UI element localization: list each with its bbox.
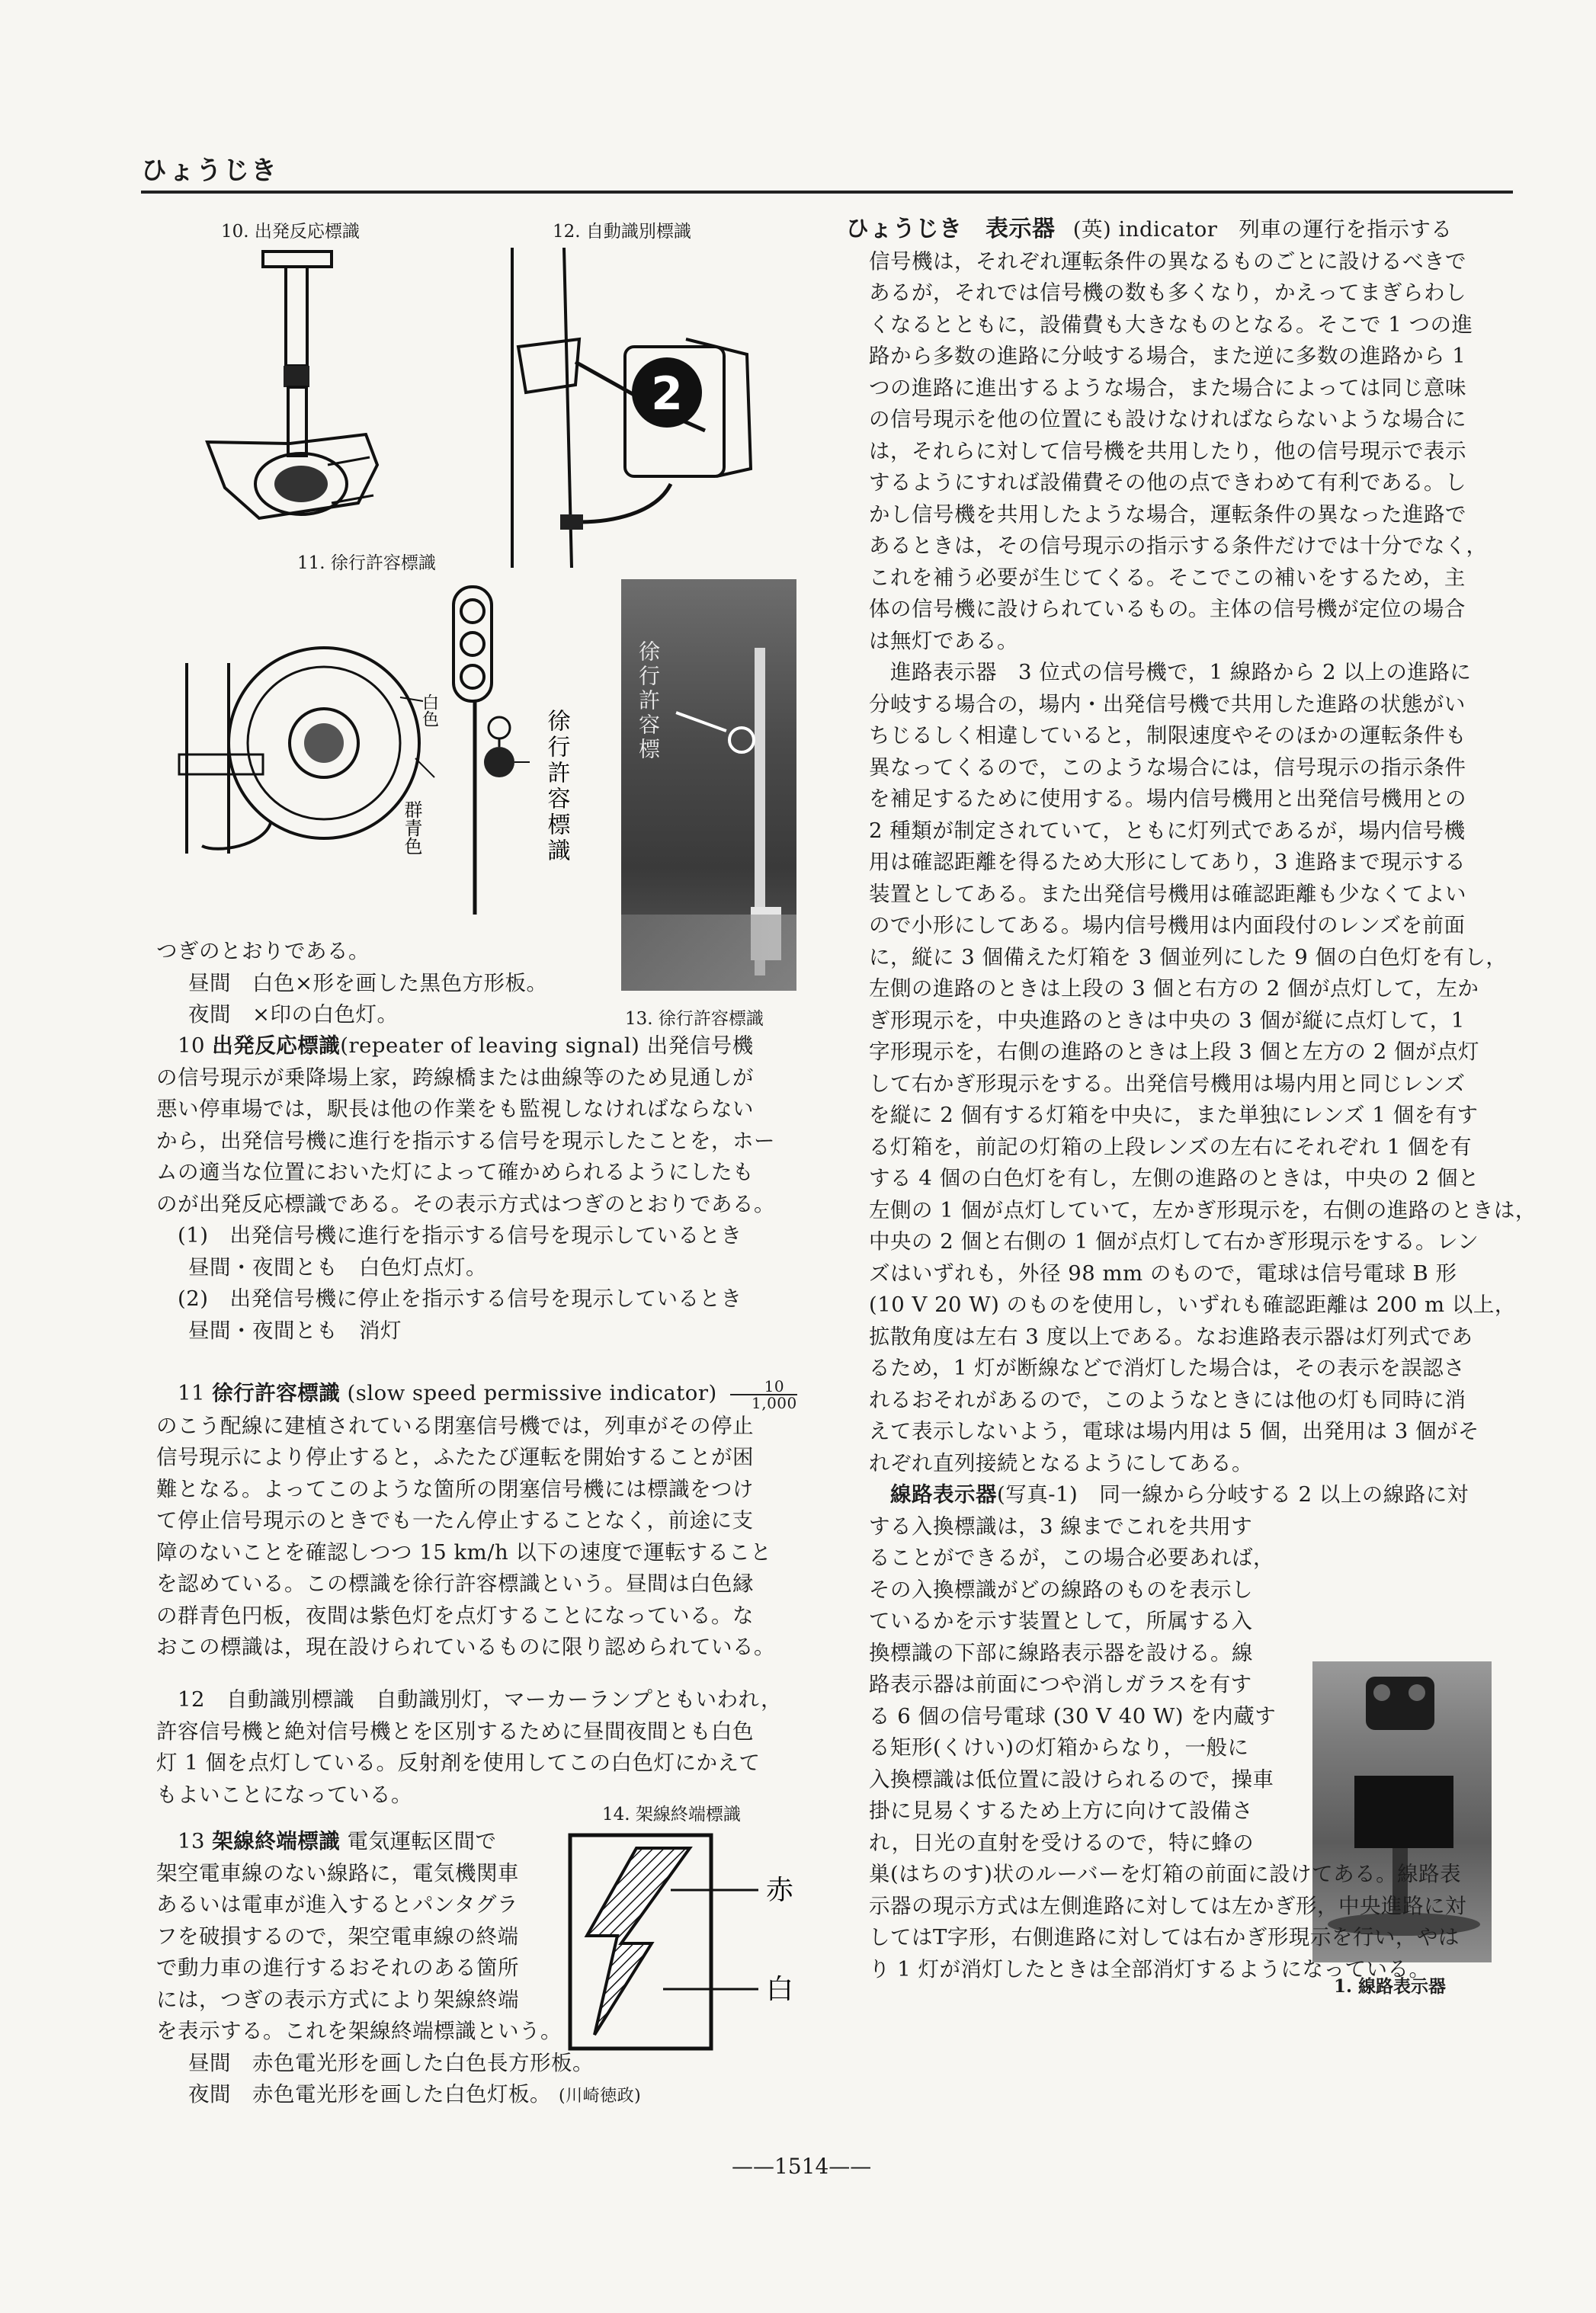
line-indicator-line: 巣(はちのす)状のルーバーを灯箱の前面に設けてある。線路表 bbox=[869, 1862, 1462, 1886]
section-11-line: 難となる。よってこのような箇所の閉塞信号機には標識をつけ bbox=[156, 1476, 754, 1501]
fig14-red-label: 赤 bbox=[766, 1875, 794, 1906]
line-indicator-line: してはT字形，右側進路に対しては右かぎ形現示を行い，やは bbox=[869, 1925, 1460, 1949]
section-10-line: の信号現示が乗降場上家，跨線橋または曲線等のため見通しが bbox=[156, 1065, 754, 1090]
section-11-term: 徐行許容標識 bbox=[212, 1381, 341, 1405]
section-10-english: (repeater of leaving signal) 出発信号機 bbox=[340, 1033, 754, 1058]
fig10-caption: 10. 出発反応標識 bbox=[221, 222, 360, 242]
route-indicator-line: を補足するために使用する。場内信号機用と出発信号機用との bbox=[869, 786, 1466, 811]
left-text-top bbox=[156, 936, 812, 1031]
line-indicator-line: 示器の現示方式は左側進路に対しては左かぎ形，中央進路に対 bbox=[869, 1893, 1466, 1918]
intro-line: 信号機は，それぞれ運転条件の異なるものごとに設けるべきで bbox=[869, 248, 1466, 274]
line-indicator-line: る矩形(くけい)の灯箱からなり，一般に bbox=[869, 1735, 1249, 1760]
page-number: ——1514—— bbox=[732, 2154, 872, 2179]
section-11-gradient-fraction bbox=[730, 1376, 797, 1412]
section-12-line: 灯 1 個を点灯している。反射剤を使用してこの白色灯にかえて bbox=[156, 1751, 761, 1775]
running-header: ひょうじき bbox=[141, 155, 278, 186]
section-13-line: あるいは電車が進入するとパンタグラ bbox=[156, 1892, 518, 1917]
route-indicator-line: 2 種類が制定されていて，ともに灯列式であるが，場内信号機 bbox=[869, 818, 1466, 843]
route-indicator-line: 進路表示器 3 位式の信号機で，1 線路から 2 以上の進路に bbox=[890, 660, 1472, 684]
entry-hyoujiki bbox=[846, 213, 1537, 1985]
section-13-author: (川崎徳政) bbox=[559, 2087, 642, 2106]
intro-line: は，それらに対して信号機を共用したり，他の信号現示で表示 bbox=[869, 438, 1466, 463]
fig11-cont-line: つぎのとおりである。 bbox=[156, 939, 370, 963]
section-11-number: 11 bbox=[178, 1381, 205, 1405]
section-13-day: 昼間 赤色電光形を画した白色長方形板。 bbox=[188, 2050, 594, 2075]
route-indicator-line: する 4 個の白色灯を有し，左側の進路のときは，中央の 2 個と bbox=[869, 1166, 1479, 1190]
line-indicator-head-rest: (写真-1) 同一線から分岐する 2 以上の線路に対 bbox=[997, 1482, 1469, 1507]
intro-line: 路から多数の進路に分岐する場合，また逆に多数の進路から 1 bbox=[869, 344, 1466, 368]
section-13-night: 夜間 赤色電光形を画した白色灯板。 bbox=[188, 2082, 551, 2106]
route-indicator-line: して右かぎ形現示をする。出発信号機用は場内用と同じレンズ bbox=[869, 1071, 1466, 1096]
fig14-caption: 14. 架線終端標識 bbox=[602, 1805, 741, 1824]
route-indicator-line: 左側の進路のときは上段の 3 個と右方の 2 個が点灯して，左か bbox=[869, 976, 1479, 1001]
route-indicator-line: 左側の 1 個が点灯していて，左かぎ形現示を，右側の進路のときは， bbox=[869, 1197, 1537, 1222]
fig11-green-label: 群青色 bbox=[401, 800, 422, 855]
fig14-white-label: 白 bbox=[766, 1974, 794, 2005]
route-indicator-line: えて表示しないよう，電球は場内用は 5 個，出発用は 3 個がそ bbox=[869, 1419, 1479, 1443]
section-11-english: (slow speed permissive indicator) bbox=[347, 1381, 717, 1405]
line-indicator-line: 路表示器は前面につや消しガラスを有す bbox=[869, 1672, 1252, 1696]
section-10-item: (2) 出発信号機に停止を指示する信号を現示しているとき bbox=[178, 1286, 742, 1311]
section-11 bbox=[156, 1378, 812, 1664]
route-indicator-line: 字形現示を，右側の進路のときは上段 3 個と左方の 2 個が点灯 bbox=[869, 1040, 1479, 1064]
line-indicator-line: その入換標識がどの線路のものを表示し bbox=[869, 1577, 1253, 1602]
section-11-line: 信号現示により停止すると，ふたたび運転を開始することが困 bbox=[156, 1445, 754, 1469]
section-11-line: 障のないことを確認しつつ 15 km/h 以下の速度で運転すること bbox=[156, 1539, 772, 1565]
intro-line: つの進路に進出するような場合，また場合によっては同じ意味 bbox=[869, 375, 1466, 400]
section-12-line: 許容信号機と絶対信号機とを区別するために昼間夜間とも白色 bbox=[156, 1719, 754, 1744]
section-13-line: で動力車の進行するおそれのある箇所 bbox=[156, 1956, 519, 1980]
section-11-line: を認めている。この標識を徐行許容標識という。昼間は白色縁 bbox=[156, 1571, 754, 1596]
line-indicator-line: する入換標識は，3 線までこれを共用す bbox=[869, 1514, 1253, 1539]
intro-line: 体の信号機に設けられているもの。主体の信号機が定位の場合 bbox=[869, 597, 1466, 621]
route-indicator-line: 装置としてある。また出発信号機用は確認距離も少なくてよい bbox=[869, 881, 1466, 906]
intro-line: は無灯である。 bbox=[869, 628, 1018, 653]
section-13-head-rest: 電気運転区間で bbox=[347, 1829, 497, 1853]
route-indicator-line: ちじるしく相違していると，制限速度やそのほかの運転条件も bbox=[869, 723, 1466, 748]
section-10-item: 昼間・夜間とも 白色灯点灯。 bbox=[188, 1254, 487, 1280]
line-indicator-line: 掛に見易くするため上方に向けて設備さ bbox=[869, 1799, 1253, 1823]
intro-line: かし信号機を共用したような場合，運転条件の異なった進路で bbox=[869, 501, 1466, 527]
line-indicator-line: 入換標識は低位置に設けられるので，操車 bbox=[869, 1767, 1274, 1792]
section-10-line: ムの適当な位置においた灯によって確かめられるようにしたも bbox=[156, 1160, 754, 1184]
fig12-caption: 12. 自動識別標識 bbox=[553, 222, 691, 242]
line-indicator-term: 線路表示器 bbox=[890, 1482, 997, 1507]
line-indicator-line: ることができるが，この場合必要あれば， bbox=[869, 1546, 1274, 1570]
intro-line: あるときは，その信号現示の指示する条件だけでは十分でなく， bbox=[869, 533, 1488, 558]
section-11-line: て停止信号現示のときでも一たん停止することなく，前途に支 bbox=[156, 1508, 754, 1533]
route-indicator-line: れぞれ直列接続となるようにしてある。 bbox=[869, 1450, 1253, 1475]
fig10-illustration bbox=[198, 244, 396, 533]
route-indicator-line: 用は確認距離を得るため大形にしてあり，3 進路まで現示する bbox=[869, 850, 1466, 874]
section-10-number: 10 bbox=[178, 1033, 205, 1058]
fig11-caption: 11. 徐行許容標識 bbox=[297, 553, 436, 573]
route-indicator-line: 拡散角度は左右 3 度以上である。なお進路表示器は灯列式であ bbox=[869, 1324, 1473, 1349]
section-13-term: 架線終端標識 bbox=[212, 1829, 341, 1853]
intro-line: の信号現示を他の位置にも設けなければならないような場合に bbox=[869, 407, 1466, 431]
section-12-line: もよいことになっている。 bbox=[156, 1782, 412, 1807]
fig13-caption: 13. 徐行許容標識 bbox=[625, 1009, 764, 1029]
route-indicator-line: る灯箱を，前記の灯箱の上段レンズの左右にそれぞれ 1 個を有 bbox=[869, 1134, 1472, 1159]
section-11-line: おこの標識は，現在設けられているものに限り認められている。 bbox=[156, 1635, 775, 1659]
intro-line: するようにすれば設備費その他の点できわめて有利である。し bbox=[869, 470, 1466, 495]
section-12 bbox=[156, 1684, 812, 1811]
section-13-line: には，つぎの表示方式により架線終端 bbox=[156, 1987, 519, 2012]
route-indicator-line: 中央の 2 個と右側の 1 個が点灯して右かぎ形現示をする。レン bbox=[869, 1229, 1479, 1254]
section-10-line: のが出発反応標識である。その表示方式はつぎのとおりである。 bbox=[156, 1191, 775, 1216]
section-11-line: のこう配線に建植されている閉塞信号機では，列車がその停止 bbox=[156, 1413, 754, 1438]
route-indicator-line: るため，1 灯が断線などで消灯した場合は，その表示を誤認さ bbox=[869, 1356, 1466, 1380]
entry-english: (英) indicator 列車の運行を指示する bbox=[1072, 217, 1453, 242]
route-indicator-line: ズはいずれも，外径 98 mm のもので，電球は信号電球 B 形 bbox=[869, 1261, 1457, 1286]
line-indicator-line: ているかを示す装置として，所属する入 bbox=[869, 1609, 1253, 1633]
fig11-day-line: 昼間 白色×形を画した黒色方形板。 bbox=[188, 970, 548, 995]
fig13-photo-label: 徐行許容標 bbox=[636, 640, 661, 762]
route-indicator-line: (10 V 20 W) のものを使用し，いずれも確認距離は 200 m 以上， bbox=[869, 1293, 1516, 1317]
intro-line: くなるとともに，設備費も大きなものとなる。そこで 1 つの進 bbox=[869, 312, 1473, 337]
route-indicator-line: 分岐する場合の，場内・出発信号機で共用した進路の状態がい bbox=[869, 691, 1466, 716]
line-indicator-line: る 6 個の信号電球 (30 V 40 W) を内蔵す bbox=[869, 1703, 1277, 1728]
line-indicator-line: り 1 灯が消灯したときは全部消灯するようになっている。 bbox=[869, 1956, 1431, 1981]
section-12-line: 12 自動識別標識 自動識別灯，マーカーランプともいわれ， bbox=[178, 1687, 783, 1712]
header-rule bbox=[141, 191, 1513, 194]
section-13-line: フを破損するので，架空電車線の終端 bbox=[156, 1924, 519, 1949]
section-11-line: の群青色円板，夜間は紫色灯を点灯することになっている。な bbox=[156, 1603, 754, 1628]
section-13-number: 13 bbox=[178, 1829, 205, 1853]
route-indicator-line: れるおそれがあるので，このようなときには他の灯も同時に消 bbox=[869, 1387, 1466, 1412]
sign12-number: 2 bbox=[651, 367, 683, 421]
route-indicator-line: ぎ形現示を，中央進路のときは中央の 3 個が縦に点灯して，1 bbox=[869, 1008, 1465, 1033]
fig11-white-label: 白色 bbox=[419, 694, 439, 727]
section-10-item: (1) 出発信号機に進行を指示する信号を現示しているとき bbox=[178, 1223, 742, 1248]
fig13-arrow bbox=[675, 711, 726, 732]
section-10 bbox=[156, 1030, 812, 1347]
section-13-line: を表示する。これを架線終端標識という。 bbox=[156, 2019, 562, 2043]
section-13-line: 架空電車線のない線路に，電気機関車 bbox=[156, 1860, 519, 1885]
photo1-caption: 1. 線路表示器 bbox=[1334, 1976, 1447, 1997]
fig13-circle-marker bbox=[728, 726, 755, 754]
fraction-numerator: 10 bbox=[730, 1379, 797, 1395]
section-10-line: 悪い停車場では，駅長は他の作業をも監視しなければならない bbox=[156, 1097, 754, 1121]
fig14-illustration bbox=[564, 1829, 808, 2058]
fig13-photo bbox=[621, 579, 796, 991]
fig12-illustration bbox=[495, 240, 793, 575]
route-indicator-line: に，縦に 3 個備えた灯箱を 3 個並列にした 9 個の白色灯を有し， bbox=[869, 944, 1508, 969]
line-indicator-line: 換標識の下部に線路表示器を設ける。線 bbox=[869, 1640, 1253, 1665]
fig11-vertical-label: 徐行許容標識 bbox=[543, 709, 570, 864]
fig11-night-line: 夜間 ×印の白色灯。 bbox=[188, 1002, 399, 1027]
route-indicator-line: 異なってくるので，このような場合には，信号現示の指示条件 bbox=[869, 754, 1466, 780]
section-10-term: 出発反応標識 bbox=[212, 1033, 341, 1058]
fraction-denominator: 1,000 bbox=[752, 1393, 797, 1412]
route-indicator-line: を縦に 2 個有する灯箱を中央に，また単独にレンズ 1 個を有す bbox=[869, 1103, 1479, 1127]
section-13 bbox=[156, 1826, 642, 2113]
section-10-line: から，出発信号機に進行を指示する信号を現示したことを，ホー bbox=[156, 1128, 775, 1153]
intro-line: あるが，それでは信号機の数も多くなり，かえってまぎらわし bbox=[869, 280, 1466, 305]
route-indicator-line: ので小形にしてある。場内信号機用は内面段付のレンズを前面 bbox=[869, 913, 1466, 937]
fig11-illustration bbox=[171, 579, 598, 937]
section-10-item: 昼間・夜間とも 消灯 bbox=[188, 1318, 402, 1343]
line-indicator-line: れ，日光の直射を受けるので，特に蜂の bbox=[869, 1830, 1255, 1855]
entry-headword: ひょうじき 表示器 bbox=[846, 216, 1056, 242]
intro-line: これを補う必要が生じてくる。そこでこの補いをするため，主 bbox=[869, 565, 1466, 590]
